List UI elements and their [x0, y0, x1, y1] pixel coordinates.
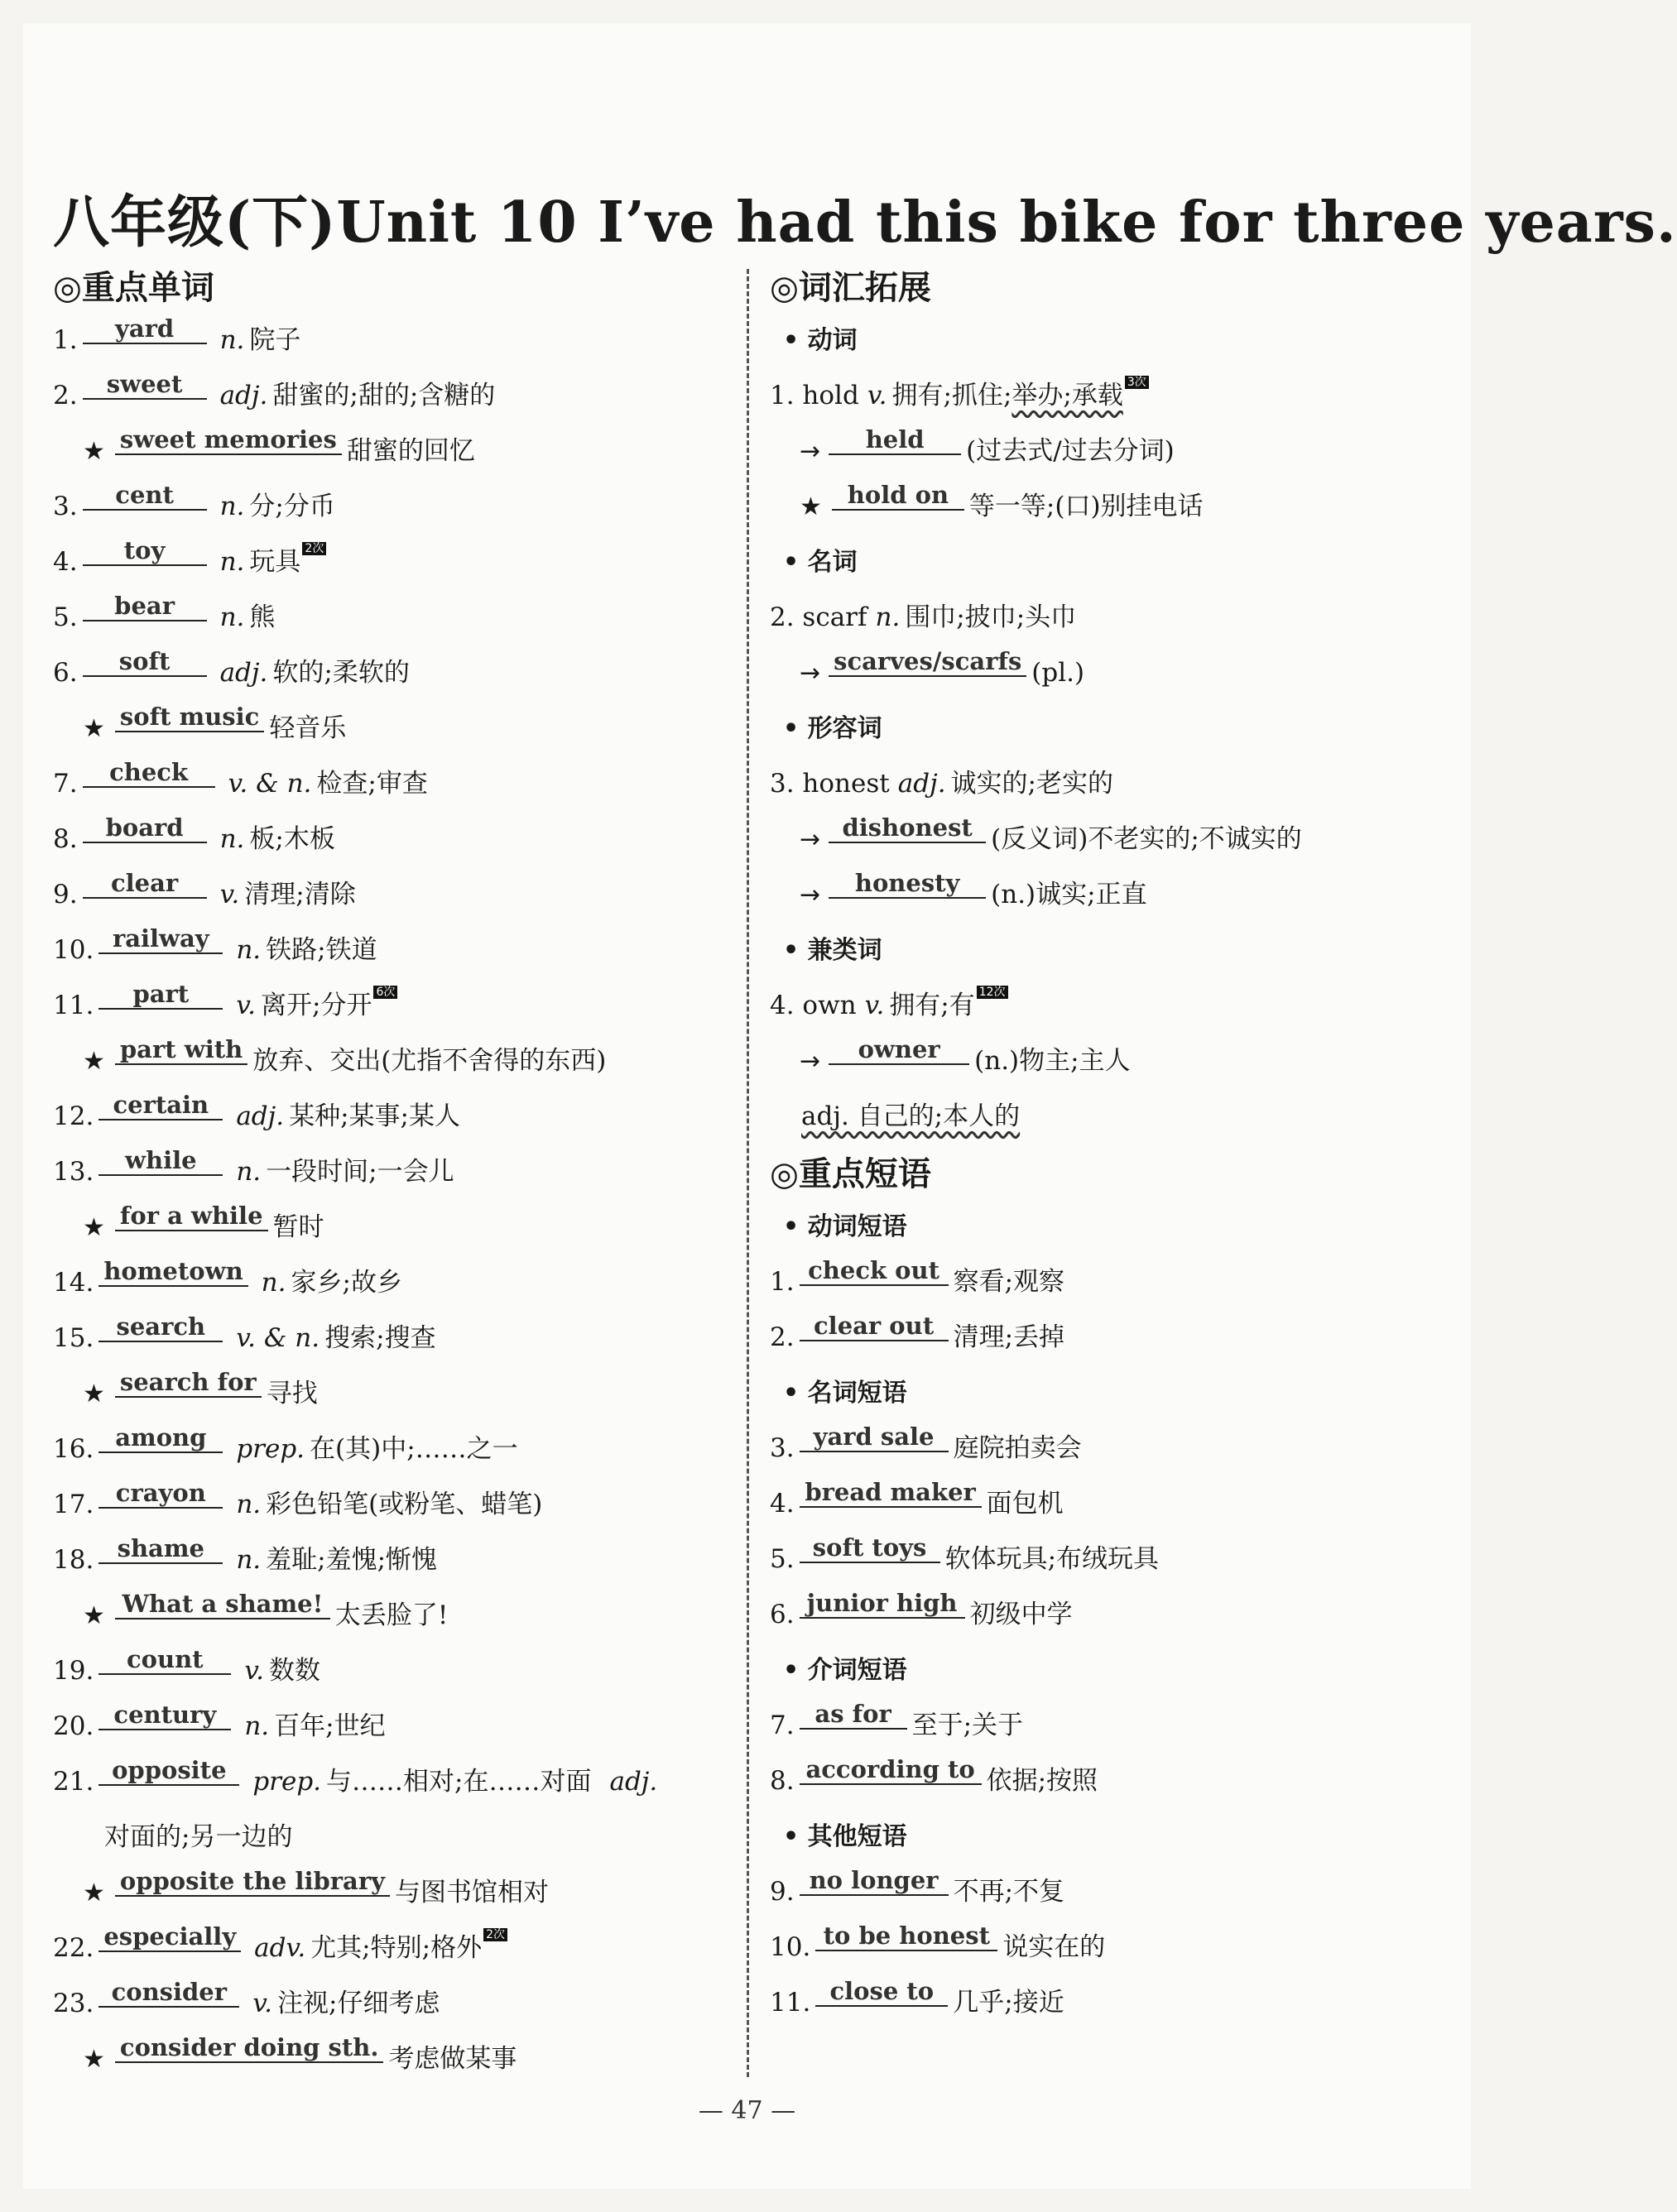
part-of-speech: n.: [236, 1545, 262, 1575]
answer-blank: soft toys: [800, 1533, 940, 1563]
definition: (n.)诚实;正直: [991, 880, 1147, 909]
item-number: 3.: [770, 1433, 795, 1463]
answer-blank: sweet: [83, 370, 207, 400]
definition: 至于;关于: [911, 1711, 1024, 1740]
answer-blank: as for: [800, 1700, 907, 1730]
item-number: 10.: [770, 1932, 811, 1962]
list-item: [53, 645, 732, 701]
item-number: 12.: [53, 1101, 94, 1131]
definition: 几乎;接近: [953, 1988, 1064, 2018]
part-of-speech: prep.: [236, 1434, 305, 1464]
list-item: [770, 1421, 1449, 1476]
answer-blank: bread maker: [800, 1478, 982, 1508]
answer-blank: no longer: [800, 1866, 949, 1896]
arrow-icon: →: [800, 659, 821, 688]
answer-blank: while: [99, 1146, 223, 1176]
star-icon: ★: [83, 1879, 105, 1907]
answer-blank: search: [99, 1312, 223, 1342]
list-item: [53, 313, 732, 368]
definition: 轻音乐: [269, 713, 347, 743]
answer-blank: crayon: [99, 1479, 223, 1509]
item-number: 17.: [53, 1490, 94, 1519]
item-number: 9.: [53, 880, 78, 909]
star-icon: ★: [83, 2045, 105, 2074]
category-label: • 介词短语: [783, 1656, 907, 1685]
answer-blank: opposite the library: [115, 1867, 390, 1897]
list-item: [53, 424, 732, 479]
answer-blank: held: [829, 425, 961, 455]
list-item: [53, 923, 732, 978]
answer-blank: board: [83, 813, 207, 843]
definition: 面包机: [986, 1489, 1064, 1519]
answer-blank: scarves/scarfs: [829, 647, 1026, 677]
headword: 4. own: [770, 991, 857, 1020]
list-item: [770, 1698, 1449, 1754]
part-of-speech: v.: [252, 1989, 273, 2018]
left-column: [53, 263, 732, 2087]
emphasis-definition: adj. 自己的;本人的: [801, 1101, 1021, 1131]
key-phrases-list: [770, 1199, 1449, 2031]
category-label: • 动词: [783, 326, 858, 355]
answer-blank: toy: [83, 536, 207, 566]
list-item: [53, 590, 732, 645]
list-item: [53, 1921, 732, 1976]
definition: 院子: [249, 325, 301, 355]
item-number: 20.: [53, 1711, 94, 1741]
answer-blank: close to: [815, 1977, 948, 2007]
list-item: [53, 1865, 732, 1921]
part-of-speech: n.: [219, 824, 245, 854]
definition: 检查;审查: [316, 769, 428, 799]
list-item: [770, 368, 1449, 424]
list-item: [770, 978, 1449, 1034]
arrow-icon: →: [800, 1047, 821, 1076]
answer-blank: yard: [83, 314, 207, 344]
item-number: 10.: [53, 935, 94, 965]
definition: 尤其;特别;格外: [310, 1933, 483, 1963]
list-item: [53, 978, 732, 1034]
list-item: [770, 424, 1449, 479]
definition: 拥有;有: [889, 991, 975, 1020]
star-icon: ★: [83, 1380, 105, 1408]
definition: 注视;仔细考虑: [277, 1989, 440, 2018]
definition: 软的;柔软的: [272, 658, 410, 688]
definition: 某种;某事;某人: [289, 1101, 460, 1131]
definition: 放弃、交出(尤指不舍得的东西): [252, 1046, 607, 1076]
answer-blank: hold on: [832, 481, 964, 511]
category-label: • 动词短语: [783, 1212, 907, 1241]
answer-blank: soft: [83, 647, 207, 677]
headword: 1. hold: [770, 381, 859, 410]
part-of-speech: v.: [244, 1656, 265, 1686]
answer-blank: part: [99, 980, 223, 1010]
definition: 羞耻;羞愧;惭愧: [266, 1545, 438, 1575]
item-number: 15.: [53, 1323, 94, 1353]
part-of-speech: n.: [219, 325, 245, 355]
category-label: • 名词短语: [783, 1379, 907, 1408]
section-heading-key-words: ◎重点单词: [53, 269, 214, 307]
item-number: 23.: [53, 1989, 94, 2018]
star-icon: ★: [83, 1213, 105, 1242]
item-number: 6.: [53, 658, 78, 688]
list-item: [53, 867, 732, 923]
frequency-badge: 3次: [1125, 376, 1149, 389]
definition: 说实在的: [1002, 1932, 1106, 1962]
item-number: 9.: [770, 1877, 795, 1907]
list-item: [770, 1920, 1449, 1975]
definition: (n.)物主;主人: [974, 1046, 1131, 1076]
emphasis-definition: 举办;承载: [1011, 381, 1123, 410]
part-of-speech: n.: [236, 1490, 262, 1519]
answer-blank: shame: [99, 1534, 223, 1564]
definition: 初级中学: [969, 1600, 1073, 1629]
definition: 百年;世纪: [274, 1711, 386, 1741]
definition: 察看;观察: [953, 1267, 1065, 1297]
vocab-expansion-list: [770, 313, 1449, 1144]
item-number: 8.: [770, 1766, 795, 1796]
arrow-icon: →: [800, 437, 821, 466]
part-of-speech: n.: [236, 1157, 262, 1187]
definition: 家乡;故乡: [291, 1268, 402, 1298]
definition: 甜蜜的;甜的;含糖的: [272, 381, 496, 410]
page-title: 八年级(下)Unit 10 I’ve had this bike for three years.: [53, 190, 1677, 256]
definition: 数数: [269, 1656, 321, 1686]
list-item: [770, 1532, 1449, 1587]
item-number: 16.: [53, 1434, 94, 1464]
answer-blank: honesty: [829, 869, 986, 899]
answer-blank: soft music: [115, 703, 264, 732]
list-item: [53, 1034, 732, 1089]
item-number: 7.: [53, 769, 78, 799]
list-item: [770, 1864, 1449, 1920]
list-item: [770, 1089, 1449, 1144]
section-heading-vocab-expansion: ◎词汇拓展: [770, 269, 931, 307]
category-label: • 兼类词: [783, 936, 882, 965]
definition: 铁路;铁道: [266, 935, 377, 965]
item-number: 4.: [770, 1489, 795, 1519]
category-label: • 其他短语: [783, 1822, 907, 1851]
definition: (pl.): [1031, 658, 1085, 688]
definition: 分;分币: [249, 492, 335, 521]
item-number: 21.: [53, 1767, 94, 1797]
star-icon: ★: [83, 1601, 105, 1630]
definition: (过去式/过去分词): [966, 436, 1175, 466]
definition: (反义词)不老实的;不诚实的: [991, 824, 1302, 854]
answer-blank: among: [99, 1423, 223, 1453]
headword: 3. honest: [770, 769, 890, 799]
answer-blank: to be honest: [815, 1922, 997, 1951]
list-item: [770, 479, 1449, 535]
part-of-speech: n.: [219, 602, 245, 632]
list-item: [770, 756, 1449, 812]
list-item: [53, 1533, 732, 1588]
answer-blank: certain: [99, 1091, 223, 1120]
definition: 熊: [249, 602, 276, 632]
part-of-speech: adj.: [236, 1101, 285, 1131]
part-of-speech: n.: [261, 1268, 286, 1298]
answer-blank: yard sale: [800, 1423, 949, 1452]
definition: 搜索;搜查: [324, 1323, 436, 1353]
list-item: [770, 1034, 1449, 1089]
answer-blank: clear: [83, 869, 207, 899]
answer-blank: check out: [800, 1256, 949, 1286]
answer-blank: century: [99, 1701, 231, 1730]
answer-blank: for a while: [115, 1202, 268, 1231]
item-number: 13.: [53, 1157, 94, 1187]
definition: 拥有;抓住;: [891, 381, 1012, 410]
definition: 诚实的;老实的: [950, 769, 1113, 799]
answer-blank: railway: [99, 924, 223, 954]
continuation-line: 对面的;另一边的: [104, 1822, 293, 1852]
page-number: — 47 —: [698, 2096, 796, 2125]
item-number: 7.: [770, 1711, 795, 1740]
item-number: 11.: [53, 991, 94, 1020]
part-of-speech: n.: [244, 1711, 270, 1741]
part-of-speech: v.: [864, 991, 885, 1020]
answer-blank: cent: [83, 481, 207, 511]
list-item: [53, 1255, 732, 1311]
part-of-speech: v.: [236, 991, 257, 1020]
definition: 清理;清除: [244, 880, 356, 909]
list-item: [53, 1976, 732, 2032]
answer-blank: according to: [800, 1755, 982, 1785]
answer-blank: junior high: [800, 1589, 965, 1619]
item-number: 5.: [770, 1544, 795, 1574]
list-item: [770, 1975, 1449, 2031]
list-item: [53, 1643, 732, 1699]
list-item: [53, 1754, 732, 1810]
definition: 离开;分开: [261, 991, 372, 1020]
list-item: [770, 1754, 1449, 1809]
list-item: [53, 1588, 732, 1643]
definition: 清理;丢掉: [953, 1322, 1065, 1352]
arrow-icon: →: [800, 880, 821, 909]
definition: 板;木板: [249, 824, 335, 854]
definition: 在(其)中;……之一: [310, 1434, 518, 1464]
definition: 暂时: [272, 1212, 324, 1242]
definition: 考虑做某事: [388, 2044, 517, 2074]
list-item: [53, 1200, 732, 1255]
list-item: [53, 1089, 732, 1144]
answer-blank: part with: [115, 1035, 247, 1065]
list-item: [770, 867, 1449, 923]
frequency-badge: 6次: [373, 986, 397, 999]
answer-blank: especially: [99, 1922, 241, 1952]
item-number: 1.: [53, 325, 78, 355]
part-of-speech: v. & n.: [228, 769, 312, 799]
list-item: [53, 812, 732, 867]
answer-blank: dishonest: [829, 813, 986, 843]
star-icon: ★: [800, 492, 822, 521]
answer-blank: consider doing sth.: [115, 2033, 384, 2063]
list-item: [53, 756, 732, 812]
list-item: [770, 1255, 1449, 1310]
part-of-speech: n.: [236, 935, 262, 965]
list-item: [770, 590, 1449, 645]
definition: 甜蜜的回忆: [346, 436, 475, 466]
answer-blank: hometown: [99, 1257, 247, 1287]
part-of-speech: prep.: [252, 1767, 322, 1797]
frequency-badge: 2次: [302, 542, 326, 555]
list-item: [53, 535, 732, 590]
item-number: 18.: [53, 1545, 94, 1575]
definition: 围巾;披巾;头巾: [905, 602, 1077, 632]
list-item: [53, 1422, 732, 1477]
answer-blank: What a shame!: [115, 1590, 330, 1619]
list-item: [53, 2032, 732, 2087]
answer-blank: clear out: [800, 1312, 949, 1341]
list-item: [53, 1366, 732, 1422]
list-item: [53, 368, 732, 424]
part-of-speech: adj.: [897, 769, 946, 799]
definition: 一段时间;一会儿: [266, 1157, 454, 1187]
answer-blank: sweet memories: [115, 425, 342, 455]
definition: 太丢脸了!: [334, 1600, 449, 1630]
part-of-speech: adv.: [254, 1933, 306, 1963]
list-item: [770, 1476, 1449, 1532]
definition: 不再;不复: [953, 1877, 1065, 1907]
list-item: [770, 645, 1449, 701]
arrow-icon: →: [800, 825, 821, 854]
category-label: • 形容词: [783, 714, 882, 743]
definition: 庭院拍卖会: [953, 1433, 1082, 1463]
item-number: 1.: [770, 1267, 795, 1297]
part-of-speech: v.: [867, 381, 887, 410]
frequency-badge: 12次: [977, 986, 1008, 999]
part-of-speech: adj.: [219, 381, 268, 410]
answer-blank: search for: [115, 1368, 262, 1398]
item-number: 11.: [770, 1988, 811, 2018]
key-words-list: [53, 313, 732, 2087]
list-item: [770, 1310, 1449, 1365]
item-number: 2.: [770, 1322, 795, 1352]
star-icon: ★: [83, 437, 105, 466]
list-item: [53, 1477, 732, 1533]
list-item: [53, 701, 732, 756]
part-of-speech: v. & n.: [236, 1323, 320, 1353]
list-item: [770, 812, 1449, 867]
section-heading-key-phrases: ◎重点短语: [770, 1155, 931, 1193]
list-item: [53, 1311, 732, 1366]
item-number: 6.: [770, 1600, 795, 1629]
item-number: 19.: [53, 1656, 94, 1686]
answer-blank: count: [99, 1645, 231, 1675]
list-item: [770, 1587, 1449, 1643]
definition: 依据;按照: [986, 1766, 1098, 1796]
column-divider: [747, 269, 749, 2077]
star-icon: ★: [83, 1047, 105, 1076]
item-number: 3.: [53, 492, 78, 521]
category-label: • 名词: [783, 548, 858, 577]
answer-blank: opposite: [99, 1756, 239, 1786]
star-icon: ★: [83, 714, 105, 743]
headword: 2. scarf: [770, 602, 867, 632]
definition: 与……相对;在……对面: [326, 1767, 592, 1797]
part-of-speech: adj.: [609, 1767, 658, 1797]
right-column: [770, 263, 1449, 2031]
answer-blank: owner: [829, 1035, 969, 1065]
definition: 软体玩具;布绒玩具: [944, 1544, 1160, 1574]
item-number: 5.: [53, 602, 78, 632]
item-number: 2.: [53, 381, 78, 410]
item-number: 4.: [53, 547, 78, 577]
definition: 等一等;(口)别挂电话: [968, 492, 1204, 521]
definition: 玩具: [249, 547, 301, 577]
part-of-speech: adj.: [219, 658, 268, 688]
definition: 寻找: [266, 1379, 318, 1408]
part-of-speech: v.: [219, 880, 240, 909]
list-item: [53, 1699, 732, 1754]
answer-blank: consider: [99, 1978, 239, 2008]
answer-blank: bear: [83, 592, 207, 621]
item-number: 22.: [53, 1933, 94, 1963]
item-number: 14.: [53, 1268, 94, 1298]
definition: 与图书馆相对: [394, 1878, 549, 1907]
part-of-speech: n.: [875, 602, 901, 632]
frequency-badge: 2次: [483, 1928, 507, 1941]
definition: 彩色铅笔(或粉笔、蜡笔): [266, 1490, 543, 1519]
item-number: 8.: [53, 824, 78, 854]
answer-blank: check: [83, 758, 215, 788]
list-item: [53, 479, 732, 535]
part-of-speech: n.: [219, 492, 245, 521]
part-of-speech: n.: [219, 547, 245, 577]
list-item: [53, 1144, 732, 1200]
